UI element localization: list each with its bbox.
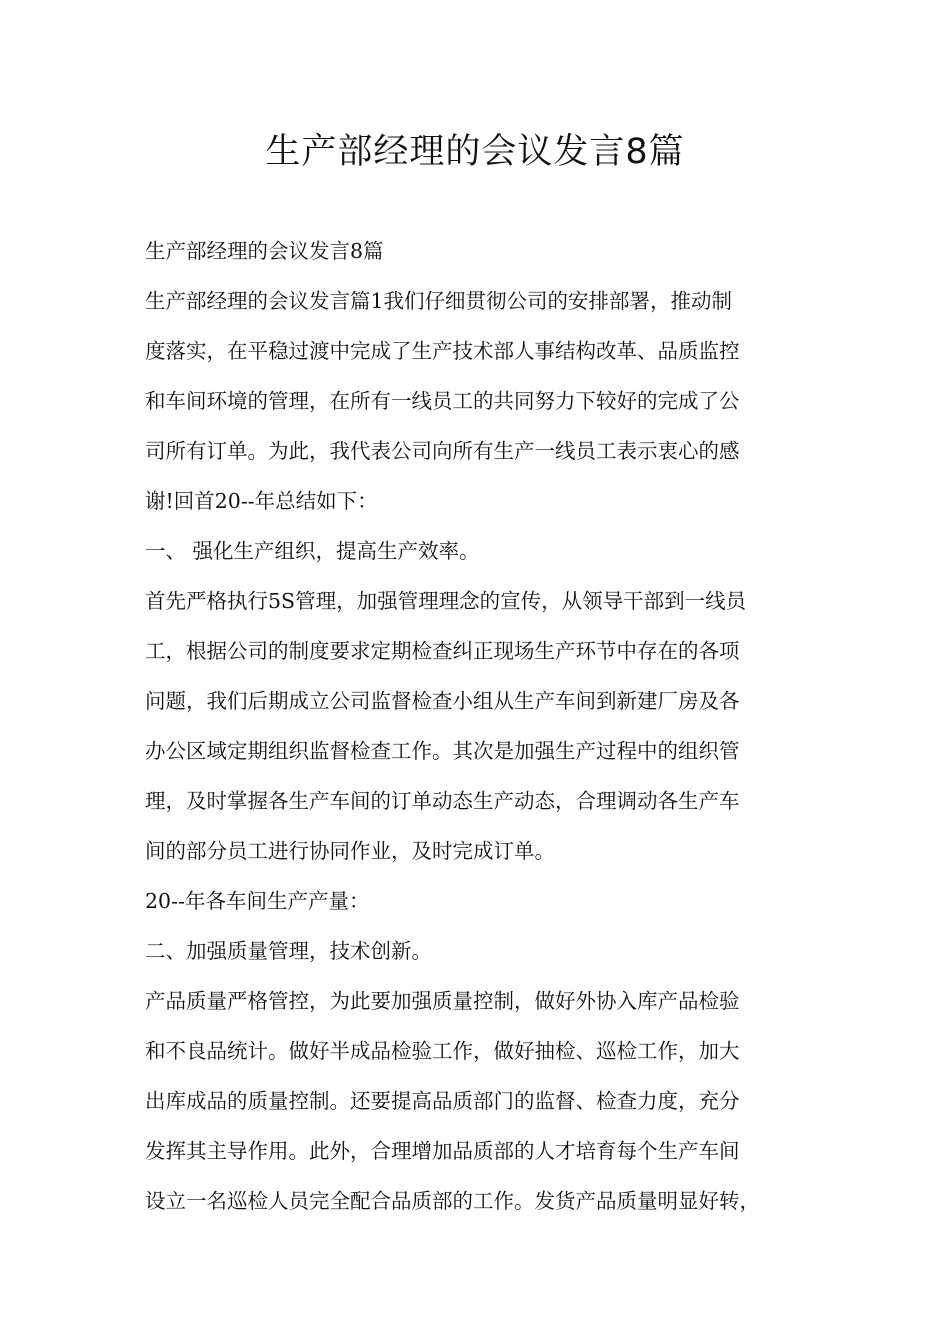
section-heading: 二、加强质量管理，技术创新。 (145, 939, 432, 963)
paragraph-line: 间的部分员工进行协同作业，及时完成订单。 (145, 839, 555, 863)
paragraph-line: 设立一名巡检人员完全配合品质部的工作。发货产品质量明显好转， (145, 1189, 760, 1213)
paragraph-line: 和车间环境的管理，在所有一线员工的共同努力下较好的完成了公 (145, 389, 740, 413)
paragraph-line: 度落实，在平稳过渡中完成了生产技术部人事结构改革、品质监控 (145, 339, 740, 363)
paragraph-line: 谢!回首20--年总结如下： (145, 489, 378, 513)
paragraph-line: 工，根据公司的制度要求定期检查纠正现场生产环节中存在的各项 (145, 639, 740, 663)
paragraph-line: 生产部经理的会议发言8篇 (145, 239, 384, 263)
paragraph-line: 发挥其主导作用。此外，合理增加品质部的人才培育每个生产车间 (145, 1139, 740, 1163)
paragraph-line: 生产部经理的会议发言篇1我们仔细贯彻公司的安排部署，推动制 (145, 289, 733, 313)
paragraph-line: 产品质量严格管控，为此要加强质量控制，做好外协入库产品检验 (145, 989, 740, 1013)
section-heading: 一、 强化生产组织，提高生产效率。 (145, 539, 480, 563)
paragraph-line: 办公区域定期组织监督检查工作。其次是加强生产过程中的组织管 (145, 739, 740, 763)
paragraph-line: 司所有订单。为此，我代表公司向所有生产一线员工表示衷心的感 (145, 439, 740, 463)
paragraph-line: 和不良品统计。做好半成品检验工作，做好抽检、巡检工作，加大 (145, 1039, 740, 1063)
paragraph-line: 首先严格执行5S管理，加强管理理念的宣传，从领导干部到一线员 (145, 589, 747, 613)
paragraph-line: 理，及时掌握各生产车间的订单动态生产动态，合理调动各生产车 (145, 789, 740, 813)
document-title: 生产部经理的会议发言8篇 (265, 132, 685, 172)
paragraph-line: 20--年各车间生产产量： (145, 889, 370, 913)
document-body (145, 233, 820, 1233)
paragraph-line: 出库成品的质量控制。还要提高品质部门的监督、检查力度，充分 (145, 1089, 740, 1113)
paragraph-line: 问题，我们后期成立公司监督检查小组从生产车间到新建厂房及各 (145, 689, 740, 713)
